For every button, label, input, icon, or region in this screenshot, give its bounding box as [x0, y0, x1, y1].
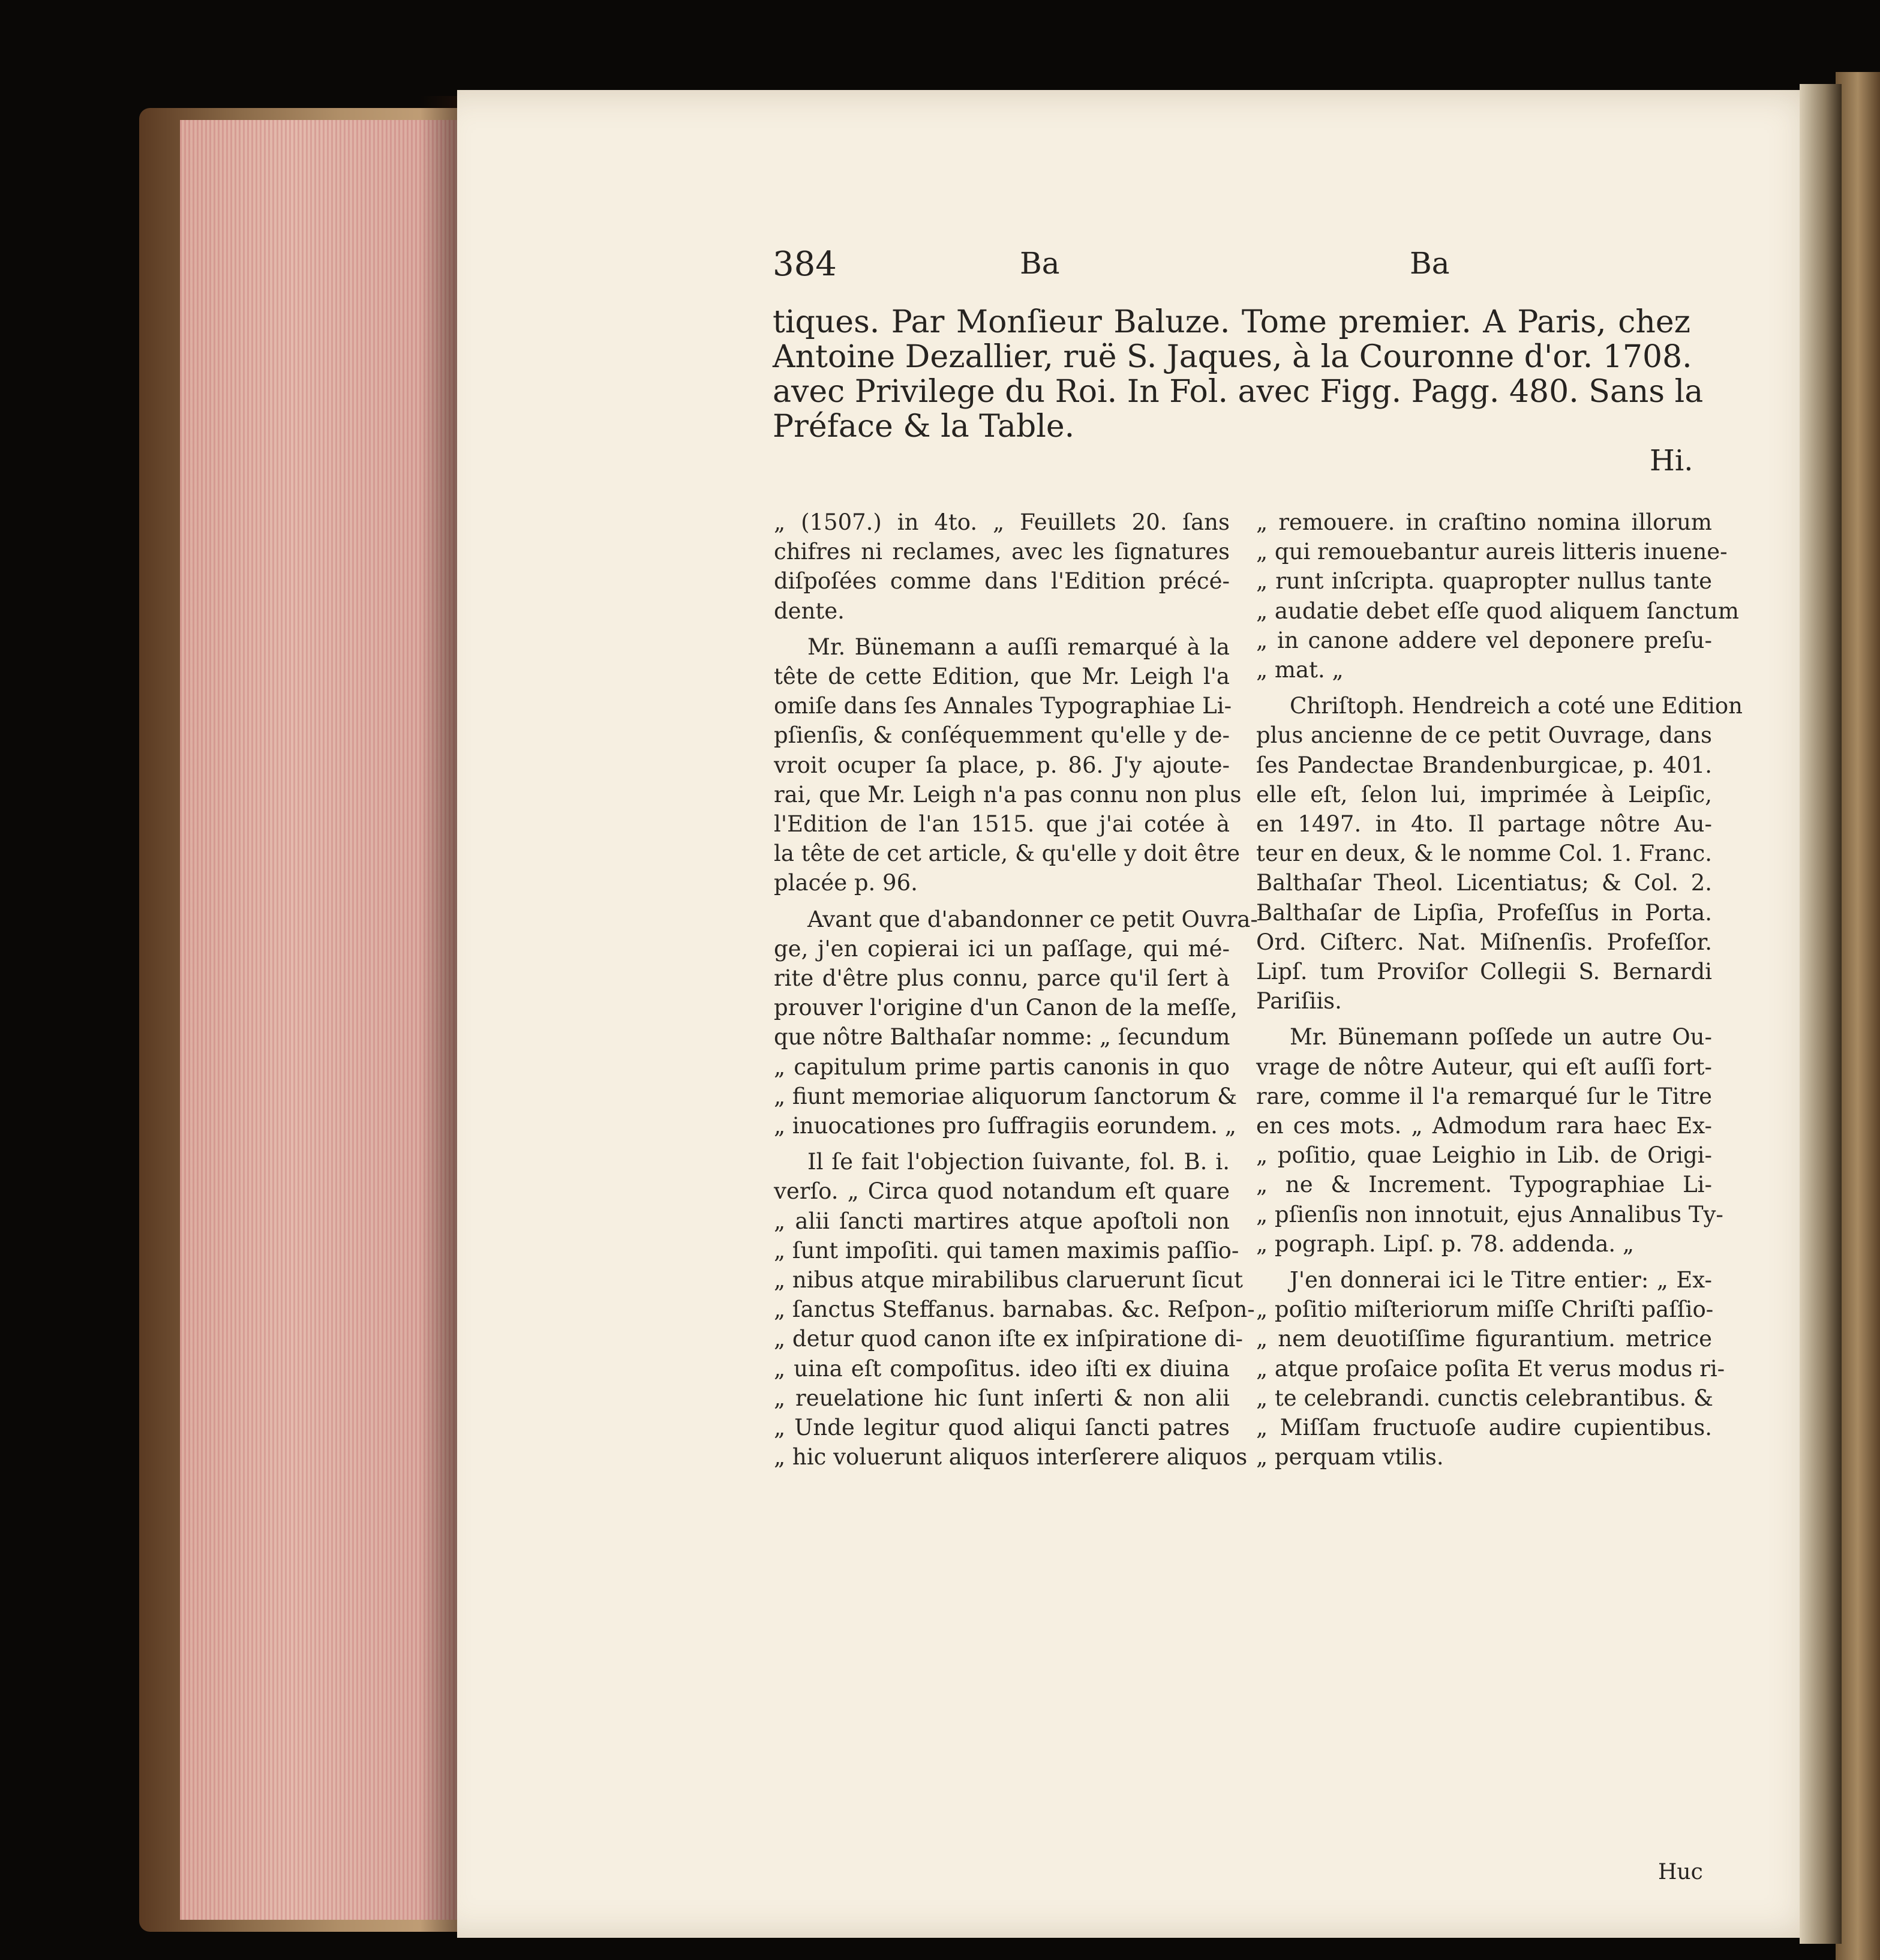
text-line: placée p. 96.: [774, 870, 918, 896]
text-line: „ poſitio miſteriorum miſſe Chriſti paſſio-: [1256, 1296, 1714, 1323]
text-line: Mr. Bünemann poſſede un autre Ou-: [1290, 1024, 1712, 1050]
text-line: vrage de nôtre Auteur, qui eſt auſſi fort-: [1256, 1053, 1712, 1080]
paragraph: [774, 905, 1258, 1141]
text-line: „ alii ſancti martires atque apoſtoli non: [774, 1208, 1230, 1234]
page-number: 384: [773, 245, 837, 284]
text-line: omiſe dans ſes Annales Typographiae Li-: [774, 693, 1232, 719]
text-line: „ poſitio, quae Leighio in Lib. de Origi-: [1256, 1142, 1712, 1169]
text-line: „ Unde legitur quod aliqui ſancti patres: [774, 1415, 1230, 1441]
text-line: „ ſunt impoſiti. qui tamen maximis paſſio-: [774, 1237, 1239, 1263]
text-line: „ capitulum prime partis canonis in quo: [774, 1053, 1230, 1080]
text-line: Mr. Bünemann a auſſi remarqué à la: [807, 634, 1230, 660]
text-line: „ uina eſt compoſitus. ideo iſti ex diuina: [774, 1355, 1230, 1382]
text-line: „ mat. „: [1256, 657, 1344, 683]
text-line: „ perquam vtilis.: [1256, 1444, 1444, 1470]
text-line: verſo. „ Circa quod notandum eſt quare: [774, 1178, 1230, 1205]
text-line: „ nem deuotiſſime figurantium. metrice: [1256, 1326, 1712, 1352]
text-line: „ atque proſaice poſita Et verus modus ri-: [1256, 1355, 1725, 1382]
text-line: que nôtre Balthaſar nomme: „ ſecundum: [774, 1024, 1230, 1050]
text-line: „ Miſſam fructuoſe audire cupientibus.: [1256, 1415, 1712, 1441]
text-line: Chriſtoph. Hendreich a coté une Edition: [1290, 693, 1743, 719]
text-line: „ remouere. in craſtino nomina illorum: [1256, 509, 1712, 535]
text-line: la tête de cet article, & qu'elle y doit être: [774, 841, 1240, 867]
text-line: „ hic voluerunt aliquos interſerere aliquos: [774, 1444, 1248, 1470]
intro-line: tiques. Par Monſieur Baluze. Tome premier. A Paris, chez: [773, 304, 1690, 340]
text-line: diſpoſées comme dans l'Edition précé-: [774, 568, 1230, 595]
paragraph: [1256, 1022, 1723, 1259]
text-line: vroit ocuper ſa place, p. 86. J'y ajoute-: [774, 752, 1230, 778]
text-line: „ audatie debet eſſe quod aliquem ſanctum: [1256, 598, 1739, 624]
text-line: en ces mots. „ Admodum rara haec Ex-: [1256, 1113, 1712, 1139]
text-line: rare, comme il l'a remarqué ſur le Titre: [1256, 1083, 1712, 1109]
text-line: „ reuelatione hic ſunt inſerti & non alii: [774, 1385, 1230, 1411]
text-line: Ord. Ciſterc. Nat. Miſnenſis. Profeſſor.: [1256, 929, 1712, 955]
catchword-bottom: Huc: [1658, 1860, 1703, 1884]
text-line: ſes Pandectae Brandenburgicae, p. 401.: [1256, 752, 1712, 778]
text-line: Lipſ. tum Proviſor Collegii S. Bernardi: [1256, 959, 1712, 985]
text-line: rai, que Mr. Leigh n'a pas connu non plus: [774, 781, 1242, 808]
text-line: „ detur quod canon iſte ex inſpiratione di-: [774, 1326, 1244, 1352]
right-cover-board: [1836, 72, 1880, 1960]
text-line: elle eſt, ſelon lui, imprimée à Leipſic,: [1256, 781, 1712, 808]
intro-paragraph: [773, 304, 1704, 445]
text-line: „ inuocationes pro ſuffragiis eorundem. „: [774, 1113, 1236, 1139]
text-line: dente.: [774, 598, 845, 624]
text-line: chifres ni reclames, avec les ſignatures: [774, 539, 1230, 565]
text-line: tête de cette Edition, que Mr. Leigh l'a: [774, 664, 1230, 690]
fore-edge-shadow: [420, 96, 462, 1932]
text-line: „ te celebrandi. cunctis celebrantibus. &: [1256, 1385, 1713, 1411]
text-line: ge, j'en copierai ici un paſſage, qui mé-: [774, 935, 1230, 962]
text-line: Avant que d'abandonner ce petit Ouvra-: [807, 906, 1258, 932]
text-line: „ ne & Increment. Typographiae Li-: [1256, 1172, 1712, 1198]
paragraph: [1256, 1265, 1725, 1472]
text-line: l'Edition de l'an 1515. que j'ai cotée à: [774, 811, 1230, 838]
text-line: prouver l'origine d'un Canon de la meſſe,: [774, 995, 1238, 1021]
text-line: Balthaſar Theol. Licentiatus; & Col. 2.: [1256, 870, 1712, 896]
text-line: Pariſiis.: [1256, 988, 1342, 1014]
text-line: „ pograph. Lipſ. p. 78. addenda. „: [1256, 1230, 1635, 1257]
paragraph: [1256, 508, 1739, 685]
paragraph: [774, 632, 1242, 898]
text-line: „ qui remouebantur aureis litteris inuene-: [1256, 539, 1728, 565]
text-line: teur en deux, & le nomme Col. 1. Franc.: [1256, 841, 1712, 867]
text-line: J'en donnerai ici le Titre entier: „ Ex-: [1290, 1267, 1712, 1293]
text-line: „ runt inſcripta. quapropter nullus tante: [1256, 568, 1712, 595]
text-line: Il ſe fait l'objection ſuivante, fol. B. i.: [807, 1149, 1230, 1175]
left-column: [774, 508, 1258, 1479]
text-line: „ nibus atque mirabilibus claruerunt ſicut: [774, 1267, 1244, 1293]
text-line: „ fiunt memoriae aliquorum ſanctorum &: [774, 1083, 1238, 1109]
text-line: „ ſanctus Steffanus. barnabas. &c. Reſpon-: [774, 1296, 1255, 1323]
intro-line: Préface & la Table.: [773, 409, 1075, 445]
catchword-top: Hi.: [1650, 444, 1693, 478]
paragraph: [774, 1147, 1255, 1472]
text-line: „ (1507.) in 4to. „ Feuillets 20. ſans: [774, 509, 1230, 535]
text-line: pſienſis, & conſéquemment qu'elle y de-: [774, 722, 1230, 749]
intro-line: Antoine Dezallier, ruë S. Jaques, à la Couronne d'or. 1708.: [773, 339, 1692, 375]
text-line: „ in canone addere vel deponere preſu-: [1256, 627, 1712, 653]
intro-line: avec Privilege du Roi. In Fol. avec Figg. Pagg. 480. Sans la: [773, 374, 1704, 410]
text-line: rite d'être plus connu, parce qu'il ſert à: [774, 965, 1230, 992]
text-line: Balthaſar de Lipſia, Profeſſus in Porta.: [1256, 899, 1712, 926]
right-column: [1256, 508, 1743, 1479]
running-header-left: Ba: [1020, 246, 1060, 281]
running-header-right: Ba: [1410, 246, 1450, 281]
text-line: „ pſienſis non innotuit, ejus Annalibus Ty-: [1256, 1201, 1723, 1227]
page-gutter: [1800, 84, 1842, 1944]
paragraph: [774, 508, 1230, 626]
text-line: en 1497. in 4to. Il partage nôtre Au-: [1256, 811, 1712, 838]
paragraph: [1256, 691, 1743, 1016]
text-line: plus ancienne de ce petit Ouvrage, dans: [1256, 722, 1712, 749]
